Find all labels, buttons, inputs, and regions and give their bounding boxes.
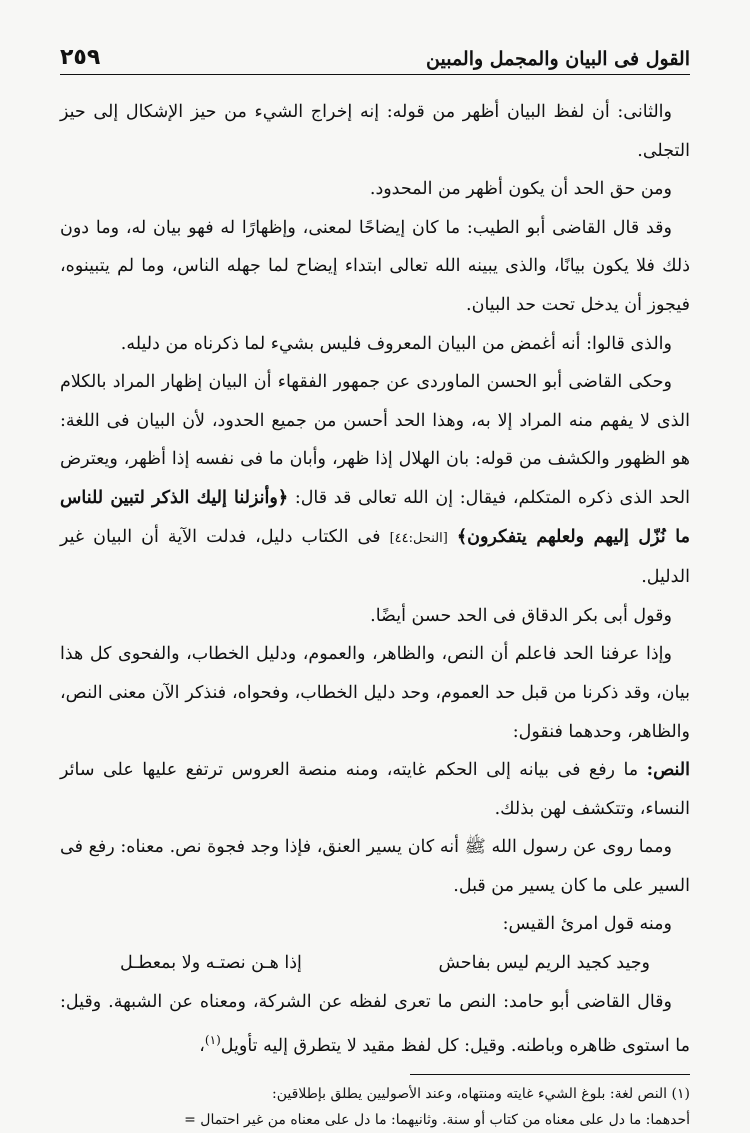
poem-second-hemistich: إذا هـن نصتـه ولا بمعطـل [120,953,302,974]
paragraph: ومن حق الحد أن يكون أظهر من المحدود. [369,179,672,200]
paragraph-text: وحكى القاضى أبو الحسن الماوردى عن جمهور الفقهاء أن البيان إظهار المراد بالكلام الذى لا يفهم منه المراد إلا به، وهذا الحد أحسن من جميع الحدود، لأن البيان فى اللغة: هو الظهور والكشف من قوله: بان الهلال إذا ظهر، وأبان ما فى نفسه إذا أظهر، ويعترض الحد الذى ذكره المتكلم، فيقال: إن الله تعالى قد قال: [60,372,690,508]
footnote-reference: (١) [204,1033,221,1048]
paragraph: والثانى: أن لفظ البيان أظهر من قوله: إنه إخراج الشيء من حيز الإشكال إلى حيز التجلى. [60,102,690,161]
verse-citation: [النحل:٤٤] [389,530,448,546]
paragraph: والذى قالوا: أنه أغمض من البيان المعروف فليس بشيء لما ذكرناه من دليله. [120,333,672,354]
paragraph: وقول أبى بكر الدقاق فى الحد حسن أيضًا. [370,605,672,626]
paragraph [60,983,690,1066]
definition-paragraph [60,751,690,828]
main-text [60,93,690,1066]
page-header [60,40,690,70]
definition-term: النص: [646,760,690,781]
paragraph-text: وقال القاضى أبو حامد: النص ما تعرى لفظه عن الشركة، ومعناه عن الشبهة. وقيل: ما استوى ظاهره وباطنه. وقيل: كل لفظ مقيد لا يتطرق إليه تأويل [60,991,690,1057]
poem-verse [60,944,690,983]
paragraph: ومما روى عن رسول الله ﷺ أنه كان يسير العنق، فإذا وجد فجوة نص. معناه: رفع فى السير على ما كان يسير من قبل. [60,837,690,896]
footnote-line: أحدهما: ما دل على معناه من كتاب أو سنة. وثانيهما: ما دل على معناه من غير احتمال = [184,1111,690,1128]
paragraph: ومنه قول امرئ القيس: [502,914,672,935]
page-number: ٢٥٩ [60,45,101,70]
paragraph: وإذا عرفنا الحد فاعلم أن النص، والظاهر، والعموم، ودليل الخطاب، والفحوى كل هذا بيان، وقد ذكرنا من قبل حد العموم، وحد دليل الخطاب، وفحواه، فنذكر الآن معنى النص، والظاهر، وحدهما فنقول: [60,644,690,742]
poem-first-hemistich: وجيد كجيد الريم ليس بفاحش [438,953,650,974]
definition-text: ما رفع فى بيانه إلى الحكم غايته، ومنه منصة العروس ترتفع عليها على سائر النساء، وتتكشف لهن بذلك. [60,760,690,819]
running-title: القول فى البيان والمجمل والمبين [426,48,690,70]
footnote-rule [410,1074,690,1075]
header-rule [60,74,690,75]
paragraph: وقد قال القاضى أبو الطيب: ما كان إيضاحًا لمعنى، وإظهارًا له فهو بيان له، وما دون ذلك فلا يكون بيانًا، والذى يبينه الله تعالى ابتداء إيضاح لما جهله الناس، وما لم يتبينوه، فيجوز أن يدخل تحت حد البيان. [60,217,690,315]
paragraph-with-verse [60,363,690,597]
footnote-line: (١) النص لغة: بلوغ الشيء غايته ومنتهاه، وعند الأصوليين يطلق بإطلاقين: [272,1085,690,1102]
footnotes [60,1081,690,1133]
quran-verse: ﴿وأنزلنا إليك الذكر لتبين للناس ما نُزّل إليهم ولعلهم يتفكرون﴾ [60,487,690,547]
paragraph-text: فى الكتاب دليل، فدلت الآية أن البيان غير الدليل. [60,526,690,588]
paragraph-text: ، [199,1036,205,1057]
